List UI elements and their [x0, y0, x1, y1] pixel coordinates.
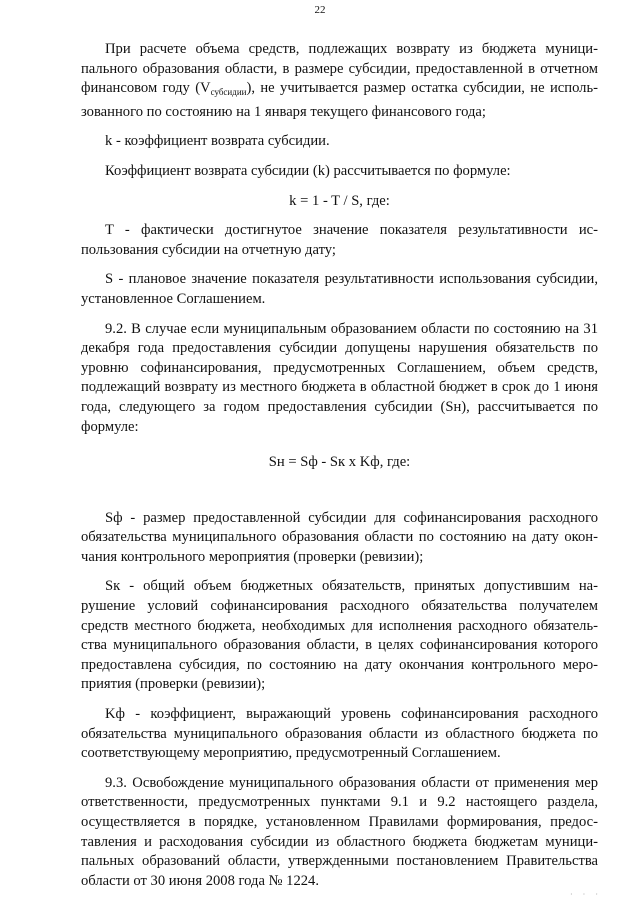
formula-k: k = 1 - T / S, где: — [289, 192, 390, 209]
paragraph-return-volume — [81, 40, 598, 122]
paragraph-sk-definition: Sк - общий объем бюджетных обязательств, принятых допустившим нарушение условий софинансирования расходного обязательства получателем средств местного бюджета, необходимых для исполнения расходного обязательства муниципального образования области, в целях софинансирования которого предоставлена субсидия, по состоянию на дату окончания контрольного мероприятия (проверки (ревизии); — [81, 578, 598, 693]
paragraph-sf-definition: Sф - размер предоставленной субсидии для софинансирования расходного обязательства муниципального образования области по состоянию на дату окончания контрольного мероприятия (проверки (ревизии); — [81, 509, 598, 565]
paragraph-t-definition: T - фактически достигнутое значение показателя результативности использования субсидии на отчетную дату; — [81, 222, 598, 258]
formula-sn: Sн = Sф - Sк x Kф, где: — [268, 454, 411, 471]
paragraph-k-definition: k - коэффициент возврата субсидии. — [105, 133, 330, 150]
scan-mark: · · · — [570, 890, 602, 899]
paragraph-kf-definition: Kф - коэффициент, выражающий уровень софинансирования расходного обязательства муниципального образования области из областного бюджета по соответствующему мероприятию, предусмотренный Соглашением. — [81, 706, 598, 762]
paragraph-k-formula-intro: Коэффициент возврата субсидии (k) рассчитывается по формуле: — [105, 162, 511, 179]
paragraph-text: ), не учитывается размер остатка субсидии, не использованного по состоянию на 1 января текущего финансового года; — [81, 80, 598, 120]
paragraph-s-definition: S - плановое значение показателя результативности использования субсидии, установленное Соглашением. — [81, 271, 598, 307]
page-number: 22 — [314, 4, 326, 16]
paragraph-9-2: 9.2. В случае если муниципальным образованием области по состоянию на 31 декабря года предоставления субсидии допущены нарушения обязательств по уровню софинансирования, предусмотренных Соглашением, объем средств, подлежащий возврату из местного бюджета в областной бюджет в срок до 1 июня года, следующего за годом предоставления субсидии (Sн), рассчитывается по формуле: — [81, 320, 598, 435]
paragraph-text: При расчете объема средств, подлежащих возврату из бюджета муниципального образования области, в размере субсидии, предоставленной в отчетном финансовом году (V — [81, 41, 598, 97]
subscript-text: субсидии — [210, 87, 247, 98]
paragraph-9-3: 9.3. Освобождение муниципального образования области от применения мер ответственности, предусмотренных пунктами 9.1 и 9.2 настоящего раздела, осуществляется в порядке, установленном Правилами формирования, предоставления и расходования субсидии из областного бюджета бюджетам муниципальных образований области, утвержденными постановлением Правительства области от 30 июня 2008 года № 1224. — [81, 774, 598, 889]
document-body — [81, 40, 598, 891]
